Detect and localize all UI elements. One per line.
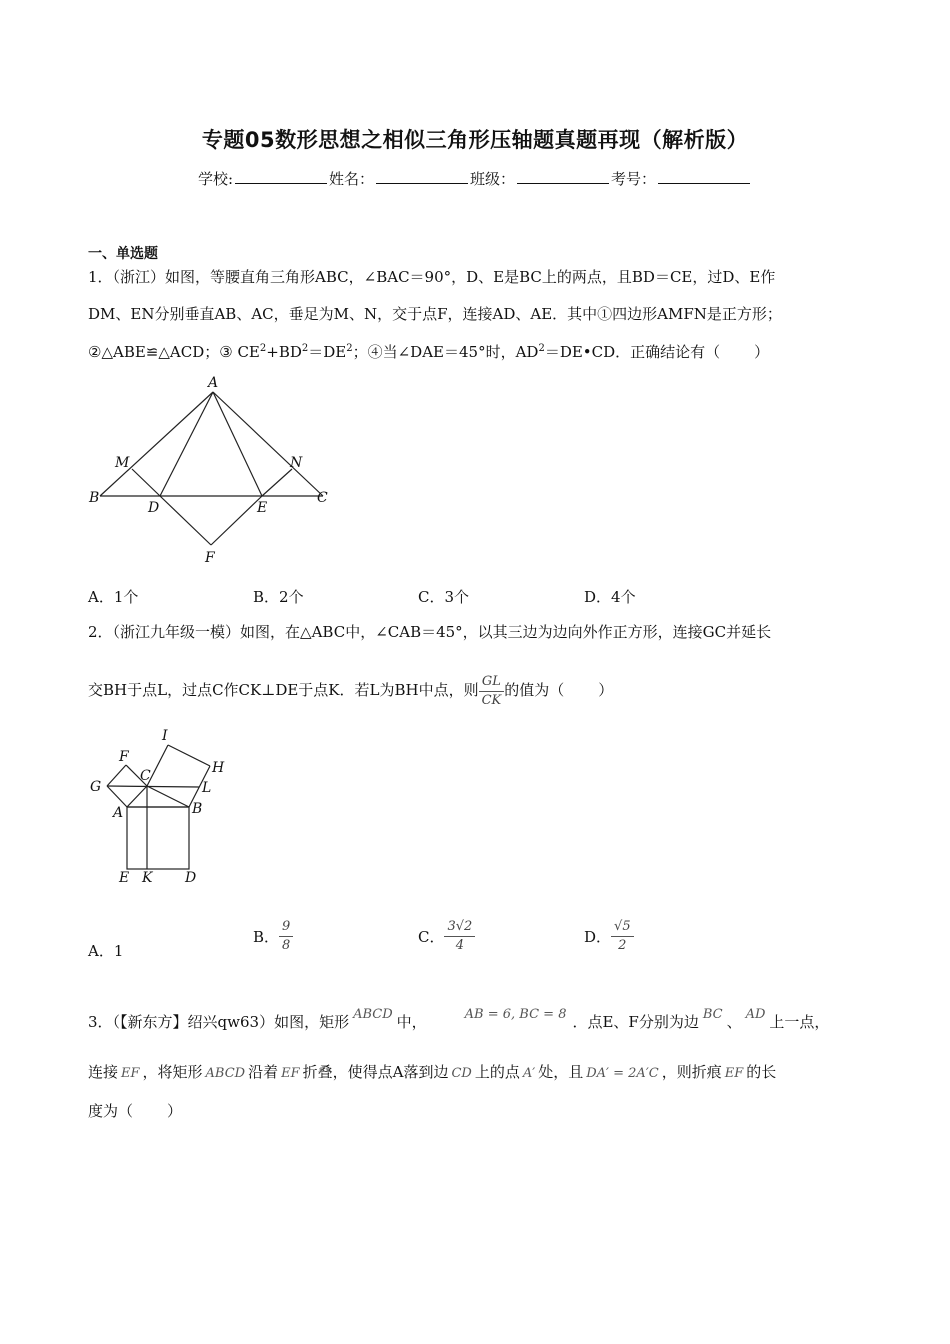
q1-option-b[interactable]: B．2个 — [253, 588, 304, 606]
q2-line1 — [88, 622, 771, 642]
q1-text-3f: ） — [754, 343, 770, 361]
q2-label-h: H — [212, 760, 225, 776]
q1-sup: 2 — [346, 343, 353, 354]
q2-label-c: C — [140, 768, 151, 784]
q3-text-2a: 连接 — [88, 1063, 119, 1081]
q3-text-3b: ） — [167, 1102, 183, 1120]
name-blank[interactable] — [376, 170, 468, 184]
q3-math-ef: EF — [121, 1066, 140, 1081]
q2-label-k: K — [142, 870, 153, 886]
q3-math-a-prime: A′ — [522, 1066, 536, 1081]
class-label: 班级： — [470, 170, 516, 188]
q1-option-a[interactable]: A．1个 — [88, 588, 139, 606]
school-blank[interactable] — [235, 170, 327, 184]
q2-option-d-frac — [611, 918, 634, 955]
q1-text-1: （浙江）如图，等腰直角三角形ABC，∠BAC＝90°，D、E是BC上的两点，且BD＝CE，过D、E作 — [112, 268, 776, 286]
q3-math-abcd-2: ABCD — [205, 1066, 246, 1081]
id-label: 考号： — [611, 170, 657, 188]
q1-text-3b: +BD — [266, 343, 302, 361]
q1-label-n: N — [290, 455, 303, 471]
q3-text-2c: 沿着 — [248, 1063, 279, 1081]
q3-text-2b: ，将矩形 — [142, 1063, 203, 1081]
q1-line2 — [88, 304, 782, 324]
q1-figure — [80, 372, 340, 572]
q1-label-a: A — [208, 375, 219, 391]
q3-math-sides: AB = 6, BC = 8 — [464, 1007, 567, 1022]
q2-option-b-den: 8 — [282, 938, 291, 953]
q1-line1 — [88, 267, 775, 287]
q3-number: 3． — [88, 1013, 113, 1031]
q1-option-d[interactable]: D．4个 — [584, 588, 636, 606]
q2-option-d[interactable] — [584, 918, 634, 955]
q1-label-f: F — [205, 550, 215, 566]
q2-figure — [82, 722, 242, 892]
q2-option-c[interactable] — [418, 918, 475, 955]
q2-fraction — [479, 673, 505, 710]
q2-frac-num: GL — [479, 673, 505, 692]
q2-option-b-label: B． — [253, 928, 280, 946]
q3-text-1a: （【新东方】绍兴qw63）如图，矩形 — [112, 1013, 350, 1031]
q2-label-l: L — [202, 780, 212, 796]
q3-text-2f: 处，且 — [538, 1063, 584, 1081]
q1-sup: 2 — [538, 343, 545, 354]
q2-option-d-den: 2 — [618, 938, 627, 953]
q2-label-i: I — [162, 728, 168, 744]
q3-line1 — [88, 1007, 830, 1034]
q3-math-ef-2: EF — [281, 1066, 300, 1081]
student-info-line — [0, 168, 950, 189]
q2-option-c-den: 4 — [455, 938, 465, 953]
q1-text-2: DM、EN分别垂直AB、AC，垂足为M、N，交于点F，连接AD、AE．其中①四边形AMFN是正方形； — [88, 305, 782, 323]
q2-text-2c: ） — [598, 681, 614, 699]
q2-line2 — [88, 668, 613, 712]
q2-option-c-label: C． — [418, 928, 445, 946]
q2-frac-den: CK — [481, 692, 502, 708]
q2-option-b-frac — [279, 918, 293, 955]
name-label: 姓名： — [329, 170, 375, 188]
q2-option-a[interactable]: A．1 — [88, 942, 124, 960]
q2-option-b[interactable] — [253, 918, 293, 955]
q1-label-e: E — [257, 500, 268, 516]
q2-text-1: （浙江九年级一模）如图，在△ABC中，∠CAB＝45°，以其三边为边向外作正方形，连接GC并延长 — [112, 623, 772, 641]
q2-text-2b: 的值为（ — [504, 681, 565, 699]
q1-label-d: D — [148, 500, 160, 516]
q2-option-d-label: D． — [584, 928, 612, 946]
page-title: 专题05数形思想之相似三角形压轴题真题再现（解析版） — [201, 128, 749, 152]
q2-text-2a: 交BH于点L，过点C作CK⊥DE于点K．若L为BH中点，则 — [88, 681, 479, 699]
q3-line2 — [88, 1062, 776, 1084]
class-blank[interactable] — [517, 170, 609, 184]
q3-line3 — [88, 1101, 182, 1121]
q3-math-ad: AD — [745, 1007, 766, 1022]
q2-label-b: B — [192, 801, 203, 817]
section-heading: 一、单选题 — [88, 246, 158, 262]
q1-option-c[interactable]: C．3个 — [418, 588, 470, 606]
q2-option-c-num: 3√2 — [444, 918, 475, 937]
q1-line3 — [88, 342, 769, 362]
q1-label-b: B — [89, 490, 100, 506]
q2-label-e: E — [119, 870, 130, 886]
q2-label-g: G — [90, 779, 102, 795]
q2-label-a: A — [113, 805, 124, 821]
q1-label-c: C — [317, 490, 328, 506]
q2-option-c-frac — [444, 918, 475, 955]
q1-text-3e: ＝DE•CD．正确结论有（ — [544, 343, 721, 361]
q1-sup: 2 — [301, 343, 309, 354]
q3-text-2d: 折叠，使得点A落到边 — [302, 1063, 449, 1081]
q1-label-m: M — [115, 455, 130, 471]
q1-text-3a: ②△ABE≌△ACD；③ CE — [88, 343, 260, 361]
q3-text-1b: 中， — [396, 1013, 427, 1031]
q2-label-f: F — [119, 749, 129, 765]
id-blank[interactable] — [658, 170, 750, 184]
q1-text-3d: ；④当∠DAE＝45°时，AD — [352, 343, 539, 361]
q3-text-2h: 的长 — [746, 1063, 777, 1081]
q2-label-d: D — [185, 870, 197, 886]
q3-math-ef-3: EF — [724, 1066, 744, 1081]
q2-option-d-num: √5 — [611, 918, 634, 937]
q1-number: 1． — [88, 268, 113, 286]
q3-text-1c: ．点E、F分别为边 — [572, 1013, 699, 1031]
q3-text-3a: 度为（ — [88, 1102, 134, 1120]
q3-math-bc: BC — [702, 1007, 723, 1022]
q2-option-b-num: 9 — [279, 918, 293, 937]
school-label: 学校: — [197, 170, 233, 188]
q3-text-1e: 上一点， — [769, 1013, 830, 1031]
q2-number: 2． — [88, 623, 113, 641]
q3-text-1d: 、 — [726, 1013, 742, 1031]
q3-text-2g: ，则折痕 — [661, 1063, 722, 1081]
q3-math-abcd: ABCD — [353, 1007, 393, 1022]
q3-text-2e: 上的点 — [474, 1063, 520, 1081]
q3-math-cd: CD — [451, 1066, 472, 1081]
q1-text-3c: ＝DE — [308, 343, 347, 361]
q1-sup: 2 — [259, 343, 267, 354]
q3-math-ratio: DA′ = 2A′C — [586, 1066, 659, 1081]
